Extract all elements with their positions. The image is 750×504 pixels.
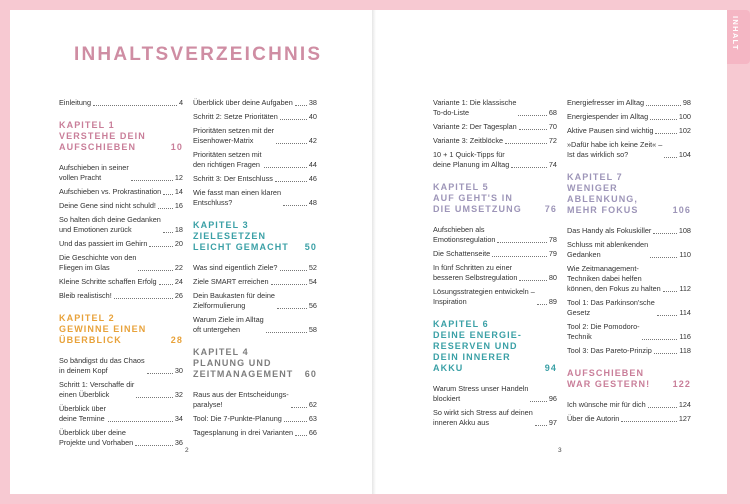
page-number: 30 [174, 366, 183, 375]
toc-entry[interactable] [193, 174, 317, 184]
entry-title: Ich wünsche mir für dich [567, 400, 646, 409]
dot-leader [283, 205, 307, 206]
dot-leader [264, 167, 307, 168]
chapter-heading[interactable] [433, 182, 557, 215]
toc-entry[interactable] [59, 98, 183, 108]
dot-leader [642, 339, 678, 340]
dot-leader [108, 421, 173, 422]
page-number: 110 [679, 250, 691, 259]
page-number: 97 [548, 418, 557, 427]
dot-leader [149, 246, 172, 247]
toc-entry[interactable] [193, 263, 317, 273]
dot-leader [163, 194, 173, 195]
chapter-heading[interactable] [567, 172, 691, 216]
page-number: 79 [548, 249, 557, 258]
entry-title: »Dafür habe ich keine Zeit« – Ist das wirklich so? [567, 140, 663, 159]
page-number: 48 [308, 198, 317, 207]
toc-entry[interactable] [193, 390, 317, 410]
toc-entry[interactable] [59, 239, 183, 249]
toc-entry[interactable] [433, 98, 557, 118]
dot-leader [136, 397, 173, 398]
entry-title: Wie Zeitmanagement- Techniken dabei helfen können, den Fokus zu halten [567, 264, 661, 293]
page-number: 16 [174, 201, 183, 210]
dot-leader [519, 280, 547, 281]
chapter-heading[interactable] [59, 120, 183, 153]
dot-leader [280, 119, 307, 120]
section-tab-label: INHALT [731, 16, 740, 51]
dot-leader [275, 181, 307, 182]
page-number: 32 [174, 390, 183, 399]
dot-leader [284, 421, 307, 422]
dot-leader [505, 143, 547, 144]
toc-entry[interactable] [193, 126, 317, 146]
entry-title: Deine Gene sind nicht schuld! [59, 201, 156, 210]
entry-title: So wirkt sich Stress auf deinen inneren Akku aus [433, 408, 533, 427]
toc-entry[interactable] [193, 98, 317, 108]
dot-leader [135, 445, 173, 446]
entry-title: Bleib realistisch! [59, 291, 112, 300]
page-number: 124 [678, 400, 691, 409]
toc-entry[interactable] [433, 249, 557, 259]
toc-entry[interactable] [193, 414, 317, 424]
toc-column-2 [193, 98, 317, 442]
entry-title: Überblick über deine Projekte und Vorhaben [59, 428, 134, 447]
entry-title: Tool 1: Das Parkinson'sche Gesetz [567, 298, 655, 317]
page-number: 52 [308, 263, 317, 272]
page-number: 98 [682, 98, 691, 107]
page-number: 100 [678, 112, 691, 121]
toc-entry[interactable] [433, 384, 557, 404]
page-number: 114 [679, 308, 691, 317]
toc-entry[interactable] [193, 188, 317, 208]
page-number: 42 [308, 136, 317, 145]
page-number: 26 [174, 291, 183, 300]
dot-leader [131, 180, 173, 181]
chapter-title: KAPITEL 5 AUF GEHT'S IN DIE UMSETZUNG [433, 182, 522, 214]
toc-entry[interactable] [433, 408, 557, 428]
toc-entry[interactable] [193, 428, 317, 438]
page-number: 22 [174, 263, 183, 272]
entry-title: Überblick über deine Aufgaben [193, 98, 293, 107]
dot-leader [277, 308, 307, 309]
toc-entry[interactable] [433, 150, 557, 170]
toc-entry[interactable] [59, 291, 183, 301]
entry-title: Variante 1: Die klassische To-do-Liste [433, 98, 517, 117]
toc-entry[interactable] [433, 287, 557, 307]
entry-title: Variante 2: Der Tagesplan [433, 122, 517, 131]
page-number: 50 [304, 242, 317, 252]
page-number: 112 [679, 284, 691, 293]
entry-title: Was sind eigentlich Ziele? [193, 263, 278, 272]
dot-leader [138, 270, 172, 271]
toc-entry[interactable] [59, 356, 183, 376]
page-number: 94 [544, 363, 557, 373]
page-number: 18 [174, 225, 183, 234]
toc-entry[interactable] [567, 414, 691, 424]
dot-leader [530, 401, 546, 402]
dot-leader [663, 291, 678, 292]
entry-title: Warum Ziele im Alltag oft untergehen [193, 315, 264, 334]
toc-entry[interactable] [59, 187, 183, 197]
toc-entry[interactable] [433, 263, 557, 283]
dot-leader [648, 407, 677, 408]
page-number: 10 [170, 142, 183, 152]
entry-title: Tool: Die 7-Punkte-Planung [193, 414, 282, 423]
dot-leader [114, 298, 173, 299]
chapter-heading[interactable] [567, 368, 691, 390]
toc-entry[interactable] [567, 126, 691, 136]
toc-entry[interactable] [433, 225, 557, 245]
dot-leader [535, 425, 547, 426]
entry-title: Energiefresser im Alltag [567, 98, 645, 107]
page-number: 80 [548, 273, 557, 282]
entry-title: Prioritäten setzen mit der Eisenhower-Matrix [193, 126, 275, 145]
page-number: 38 [308, 98, 317, 107]
entry-title: 10 + 1 Quick-Tipps für deine Planung im Alltag [433, 150, 510, 169]
page-number: 104 [678, 150, 691, 159]
chapter-title: KAPITEL 6 DEINE ENERGIE- RESERVEN UND DEIN INNERER AKKU [433, 319, 522, 373]
page-number: 12 [174, 173, 183, 182]
toc-column-4 [567, 98, 691, 428]
toc-entry[interactable] [193, 150, 317, 170]
dot-leader [657, 315, 678, 316]
dot-leader [147, 373, 173, 374]
entry-title: Kleine Schritte schaffen Erfolg [59, 277, 157, 286]
toc-entry[interactable] [59, 428, 183, 448]
dot-leader [276, 143, 307, 144]
toc-entry[interactable] [193, 112, 317, 122]
page-number: 44 [308, 160, 317, 169]
entry-title: Schritt 2: Setze Prioritäten [193, 112, 278, 121]
entry-title: Tagesplanung in drei Varianten [193, 428, 294, 437]
page-number: 58 [308, 325, 317, 334]
toc-entry[interactable] [59, 404, 183, 424]
page-number: 20 [174, 239, 183, 248]
toc-entry[interactable] [567, 112, 691, 122]
chapter-title: KAPITEL 7 WENIGER ABLENKUNG, MEHR FOKUS [567, 172, 639, 215]
entry-title: Schritt 3: Der Entschluss [193, 174, 273, 183]
entry-title: Aufschieben in seiner vollen Pracht [59, 163, 129, 182]
page-number: 60 [304, 369, 317, 379]
chapter-heading[interactable] [59, 313, 183, 346]
toc-entry[interactable] [567, 98, 691, 108]
toc-entry[interactable] [567, 226, 691, 236]
entry-title: Tool 3: Das Pareto-Prinzip [567, 346, 652, 355]
page-number: 118 [679, 346, 691, 355]
dot-leader [519, 129, 547, 130]
dot-leader [650, 257, 677, 258]
dot-leader [653, 233, 676, 234]
page-number: 96 [548, 394, 557, 403]
entry-title: Tool 2: Die Pomodoro- Technik [567, 322, 640, 341]
page-number: 4 [178, 98, 183, 107]
toc-entry[interactable] [567, 400, 691, 410]
dot-leader [280, 270, 307, 271]
page-number: 72 [548, 136, 557, 145]
dot-leader [159, 284, 173, 285]
chapter-heading[interactable] [193, 220, 317, 253]
dot-leader [271, 284, 307, 285]
page-number: 116 [679, 332, 691, 341]
toc-entry[interactable] [59, 201, 183, 211]
page-number: 46 [308, 174, 317, 183]
toc-entry[interactable] [567, 346, 691, 356]
toc-entry[interactable] [193, 291, 317, 311]
entry-title: Wie fasst man einen klaren Entschluss? [193, 188, 282, 207]
entry-title: Und das passiert im Gehirn [59, 239, 148, 248]
entry-title: Dein Baukasten für deine Zielformulierung [193, 291, 275, 310]
chapter-title: KAPITEL 4 PLANUNG UND ZEITMANAGEMENT [193, 347, 294, 379]
dot-leader [163, 232, 173, 233]
entry-title: Lösungsstrategien entwickeln – Inspiration [433, 287, 535, 306]
page-number: 40 [308, 112, 317, 121]
page-number: 68 [548, 108, 557, 117]
dot-leader [654, 353, 678, 354]
page-number: 106 [672, 205, 691, 215]
toc-entry[interactable] [59, 277, 183, 287]
page-number: 76 [544, 204, 557, 214]
page-number: 36 [174, 438, 183, 447]
dot-leader [621, 421, 676, 422]
page-number-left: 2 [185, 447, 189, 454]
dot-leader [158, 208, 173, 209]
page-number: 63 [308, 414, 317, 423]
toc-entry[interactable] [567, 298, 691, 318]
entry-title: Raus aus der Entscheidungs- paralyse! [193, 390, 289, 409]
toc-entry[interactable] [59, 215, 183, 235]
page-number: 108 [678, 226, 691, 235]
entry-title: Einleitung [59, 98, 92, 107]
page-number: 89 [548, 297, 557, 306]
entry-title: Die Schattenseite [433, 249, 491, 258]
dot-leader [492, 256, 547, 257]
dot-leader [664, 157, 676, 158]
entry-title: Warum Stress unser Handeln blockiert [433, 384, 529, 403]
entry-title: Variante 3: Zeitblöcke [433, 136, 504, 145]
page-number: 66 [308, 428, 317, 437]
entry-title: So bändigst du das Chaos in deinem Kopf [59, 356, 145, 375]
dot-leader [497, 242, 546, 243]
page-number: 28 [170, 335, 183, 345]
dot-leader [537, 304, 547, 305]
dot-leader [295, 435, 307, 436]
dot-leader [266, 332, 307, 333]
page-title: INHALTSVERZEICHNIS [74, 44, 323, 65]
toc-entry[interactable] [567, 322, 691, 342]
toc-entry[interactable] [433, 136, 557, 146]
chapter-title: KAPITEL 2 GEWINNE EINEN ÜBERBLICK [59, 313, 147, 345]
dot-leader [295, 105, 307, 106]
section-tab[interactable] [727, 10, 750, 64]
toc-entry[interactable] [433, 122, 557, 132]
page-number: 70 [548, 122, 557, 131]
page-number: 24 [174, 277, 183, 286]
entry-title: Aufschieben als Emotionsregulation [433, 225, 496, 244]
toc-entry[interactable] [567, 240, 691, 260]
entry-title: Das Handy als Fokuskiller [567, 226, 652, 235]
chapter-heading[interactable] [433, 319, 557, 374]
dot-leader [646, 105, 681, 106]
toc-column-1 [59, 98, 183, 452]
toc-entry[interactable] [59, 163, 183, 183]
toc-column-3 [433, 98, 557, 432]
page-number: 34 [174, 414, 183, 423]
page-number: 78 [548, 235, 557, 244]
page-number: 127 [678, 414, 691, 423]
page-number: 56 [308, 301, 317, 310]
entry-title: Schluss mit ablenkenden Gedanken [567, 240, 649, 259]
entry-title: So halten dich deine Gedanken und Emotionen zurück [59, 215, 161, 234]
dot-leader [93, 105, 177, 106]
page-number: 74 [548, 160, 557, 169]
entry-title: In fünf Schritten zu einer besseren Selbstregulation [433, 263, 518, 282]
toc-entry[interactable] [193, 277, 317, 287]
entry-title: Aufschieben vs. Prokrastination [59, 187, 162, 196]
toc-entry[interactable] [59, 380, 183, 400]
entry-title: Aktive Pausen sind wichtig [567, 126, 654, 135]
page-number-right: 3 [558, 447, 562, 454]
dot-leader [291, 407, 307, 408]
page-number: 14 [174, 187, 183, 196]
dot-leader [655, 133, 676, 134]
chapter-heading[interactable] [193, 347, 317, 380]
entry-title: Schritt 1: Verschaffe dir einen Überblick [59, 380, 135, 399]
dot-leader [518, 115, 546, 116]
toc-entry[interactable] [567, 140, 691, 160]
entry-title: Ziele SMART erreichen [193, 277, 269, 286]
page-number: 54 [308, 277, 317, 286]
toc-entry[interactable] [567, 264, 691, 294]
page-number: 62 [308, 400, 317, 409]
dot-leader [650, 119, 677, 120]
chapter-title: KAPITEL 3 ZIELESETZEN LEICHT GEMACHT [193, 220, 289, 252]
page-number: 102 [678, 126, 691, 135]
chapter-title: KAPITEL 1 VERSTEHE DEIN AUFSCHIEBEN [59, 120, 146, 152]
toc-entry[interactable] [59, 253, 183, 273]
chapter-title: AUFSCHIEBEN WAR GESTERN! [567, 368, 651, 389]
entry-title: Über die Autorin [567, 414, 620, 423]
entry-title: Überblick über deine Termine [59, 404, 107, 423]
dot-leader [511, 167, 547, 168]
toc-entry[interactable] [193, 315, 317, 335]
page-number: 122 [672, 379, 691, 389]
entry-title: Energiespender im Alltag [567, 112, 649, 121]
entry-title: Die Geschichte von den Fliegen im Glas [59, 253, 137, 272]
entry-title: Prioritäten setzen mit den richtigen Fragen [193, 150, 262, 169]
